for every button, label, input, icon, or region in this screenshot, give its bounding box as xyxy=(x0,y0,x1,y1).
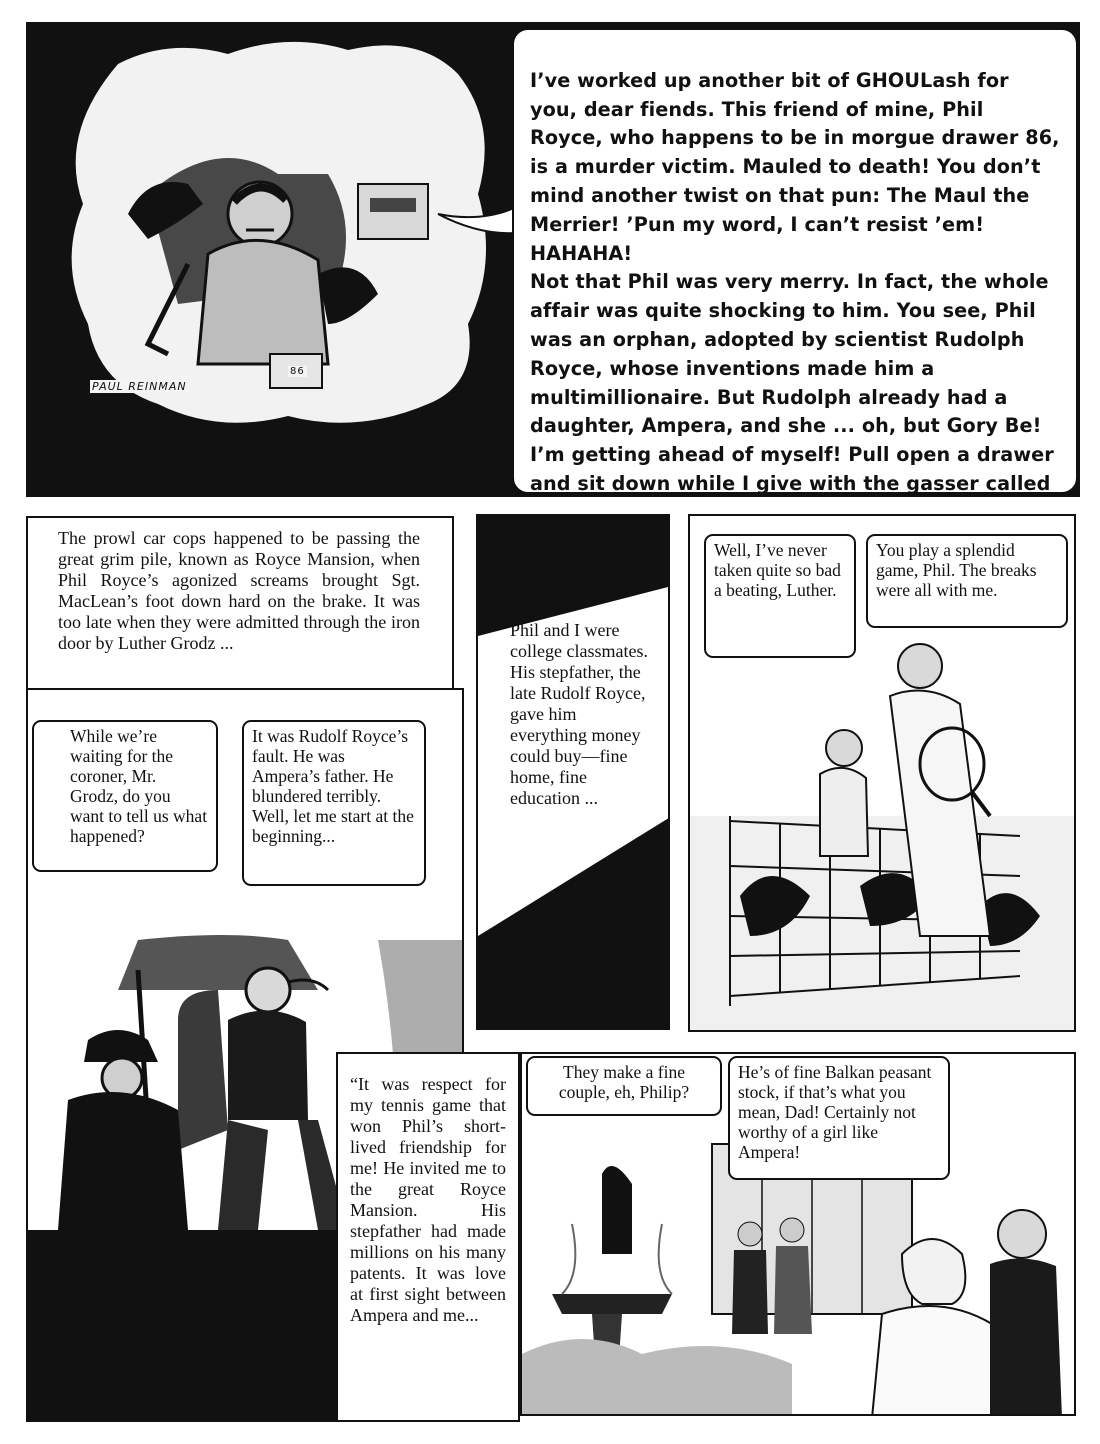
luther-balloon: Well, I’ve never taken quite so bad a beating, Luther. xyxy=(704,534,856,658)
classmates-caption: Phil and I were college classmates. His stepfather, the late Rudolf Royce, gave him everything money could buy—fine home, fine education ... xyxy=(510,620,648,808)
garden-panel xyxy=(520,1052,1076,1416)
phil-balloon: You play a splendid game, Phil. The breaks were all with me. xyxy=(866,534,1068,628)
artist-signature: PAUL REINMAN xyxy=(92,380,187,393)
splash-panel xyxy=(26,22,1080,497)
respect-panel xyxy=(336,1052,520,1422)
grodz-answer-balloon: It was Rudolf Royce’s fault. He was Ampera’s father. He blundered terribly. Well, let me start at the beginning... xyxy=(242,720,426,886)
philip-balloon: He’s of fine Balkan peasant stock, if that’s what you mean, Dad! Certainly not worthy of a girl like Ampera! xyxy=(728,1056,950,1180)
classmates-panel xyxy=(476,514,670,1030)
prowl-car-caption: The prowl car cops happened to be passing the great grim pile, known as Royce Mansion, when Phil Royce’s agonized screams brought Sgt. MacLean’s foot down hard on the brake. It was too late when they were admitted through the iron door by Luther Grodz ... xyxy=(58,528,420,653)
host-intro-balloon xyxy=(512,28,1078,494)
rudolph-balloon: They make a fine couple, eh, Philip? xyxy=(526,1056,722,1116)
cop-question-balloon: While we’re waiting for the coroner, Mr. Grodz, do you want to tell us what happened? xyxy=(32,720,218,872)
tennis-panel xyxy=(688,514,1076,1032)
respect-caption: “It was respect for my tennis game that won Phil’s short-lived friendship for me! He invited me to the great Royce Mansion. His stepfather had made millions on his many patents. It was love at first sight between Ampera and me... xyxy=(350,1074,506,1325)
drawer-number-label: 86 xyxy=(290,366,305,377)
host-intro-text: I’ve worked up another bit of GHOULash for you, dear fiends. This friend of mine, Phil Royce, who happens to be in morgue drawer 86, is a murder victim. Mauled to death! You don’t mind another twist on that pun: The Maul the Merrier! ’Pun my word, I can’t resist ’em! HAHAHA! Not that Phil was very merry. In fact, the whole affair was quite shocking to him. You see, Phil was an orphan, adopted by scientist Rudolph Royce, whose inventions made him a multimillionaire. But Rudolph already had a daughter, Ampera, and she ... oh, but Gory Be! I’m getting ahead of myself! Pull open a drawer and sit down while I give with the gasser called xyxy=(530,68,1060,495)
prowl-car-panel xyxy=(26,516,454,690)
